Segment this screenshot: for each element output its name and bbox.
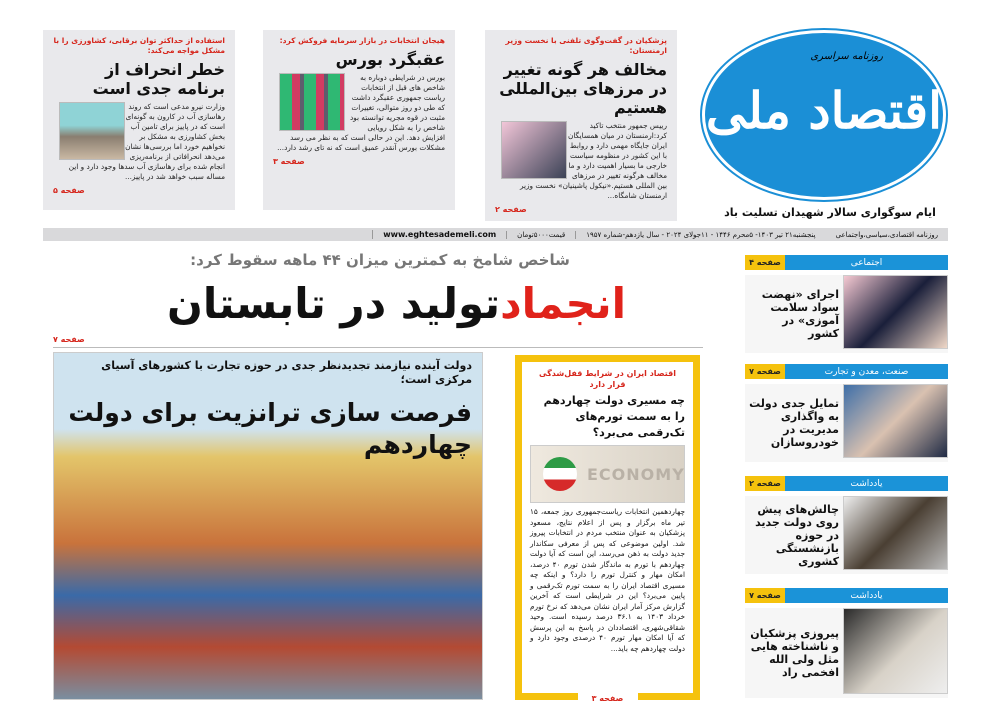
teaser-armenia[interactable] — [485, 30, 677, 221]
info-strip — [43, 228, 948, 241]
inflation-article-box[interactable] — [515, 355, 700, 703]
teaser-body — [495, 121, 667, 201]
teaser-kicker: پزشکیان در گفت‌وگوی تلفنی با نخست وزیر ارمنستان: — [505, 36, 667, 55]
economy-word: ECONOMY — [587, 465, 685, 484]
sidebar-item-industry[interactable] — [745, 364, 948, 462]
sidebar-photo — [843, 496, 948, 570]
newspaper-logo — [702, 30, 946, 200]
section-header — [745, 588, 948, 603]
section-page-link[interactable]: صفحه ۷ — [745, 588, 785, 603]
lead-headline[interactable] — [53, 278, 740, 330]
masthead-tagline: ایام سوگواری سالار شهیدان تسلیت باد — [724, 206, 936, 219]
teaser-title: خطر انحراف از برنامه جدی است — [92, 60, 225, 98]
logo-subtitle: روزنامه سراسری — [810, 51, 883, 62]
sidebar-item-note-2[interactable] — [745, 588, 948, 698]
section-label: یادداشت — [850, 590, 883, 601]
teaser-kicker: استفاده از حداکثر توان برقابی، کشاورزی را با مشکل مواجه می‌کند: — [53, 36, 225, 55]
teaser-text: بورس در شرایطی دوباره به شاخص های قبل از انتخابات ریاست جمهوری عقبگرد داشت که طی دو روز متوالی، تغییرات مثبت در قوه مجریه توانسته بود شاخص را به شکل رویایی افزایش دهد. این در حالی است که به نظر می رسد مشکلات بورس آنقدر عمیق است که نه تای رشد دارد... — [277, 73, 445, 152]
sidebar-title: پیروزی پزشکیان و ناشناخته هایی مثل ولی الله افخمی راد — [750, 627, 839, 679]
teaser-title: مخالف هر گونه تغییر در مرزهای بین‌المللی هستیم — [499, 60, 667, 117]
section-label: یادداشت — [850, 478, 883, 489]
sidebar-photo — [843, 608, 948, 694]
price: قیمت۵۰۰۰تومان — [506, 231, 575, 239]
feature-title: فرصت سازی ترانزیت برای دولت چهاردهم — [68, 398, 472, 459]
teaser-page-link[interactable]: صفحه ۳ — [273, 157, 305, 166]
sidebar-title: تمایل جدی دولت به واگذاری مدیریت در خودروسازان — [749, 397, 839, 449]
section-header — [745, 364, 948, 379]
economy-photo — [530, 445, 685, 503]
section-label: اجتماعی — [850, 257, 883, 268]
section-page-link[interactable]: صفحه ۲ — [745, 476, 785, 491]
sidebar-title: چالش‌های پیش روی دولت جدید در حوزه بازنشستگی کشوری — [755, 502, 839, 568]
article-kicker: اقتصاد ایران در شرایط قفل‌شدگی قرار دارد — [539, 369, 676, 389]
sidebar-title: اجرای «نهضت سواد سلامت آموزی» در کشور — [761, 288, 839, 340]
feature-kicker: دولت آینده نیازمند تجدیدنظر جدی در حوزه تجارت با کشورهای آسیای مرکزی است؛ — [101, 359, 472, 386]
teaser-photo — [501, 121, 567, 179]
teaser-body — [273, 73, 445, 153]
teaser-text: وزارت نیرو مدعی است که روند رهاسازی آب در کارون به گونه‌ای است که در پاییز برای تامین آب بخش کشاورزی به مشکل بر نخواهیم خورد اما بررسی‌ها نشان می‌دهد انحرافاتی از برنامه‌ریزی انجام شده برای رهاسازی آب سدها وجود دارد و این مساله سبب خواهد شد در پاییز... — [68, 102, 225, 181]
section-page-link[interactable]: صفحه ۷ — [745, 364, 785, 379]
teaser-page-link[interactable]: صفحه ۲ — [495, 205, 527, 214]
teaser-bourse[interactable] — [263, 30, 455, 210]
sidebar-photo — [843, 275, 948, 349]
lead-page-link[interactable]: صفحه ۷ — [53, 335, 85, 344]
headline-red: انجماد — [500, 279, 626, 328]
article-title: چه مسیری دولت چهاردهم را به سمت تورم‌های تک‌رقمی می‌برد؟ — [543, 394, 685, 439]
article-body: چهاردهمین انتخابات ریاست‌جمهوری روز جمعه، ۱۵ تیر ماه برگزار و پس از اعلام نتایج، مسعود پزشکیان به عنوان منتخب مردم در انتخابات پیروز شد. اولین موضوعی که پس از معرفی سکاندار جدید دولت به ذهن می‌رسد، این است که آیا دولت چهاردهم با تورم به ماندگار شدن تورم ۴۰ درصد، امکان مهار و کنترل تورم را دارد؟ و اینکه چه مسیری اقتصاد ایران را به سمت تورم تک‌رقمی و پایین می‌برد؟ این در شرایطی است که آخرین گزارش مرکز آمار ایران نشان می‌دهد که نرخ تورم خرداد ۱۴۰۳ به ۳۶.۱ درصد رسیده است. وحید شقاقی‌شهری، اقتصاددان در پاسخ به این پرسش که آیا امکان مهار تورم ۴۰ درصدی وجود دارد و دولت چهاردهم چه باید... — [530, 507, 685, 653]
section-label: صنعت، معدن و تجارت — [824, 366, 909, 377]
section-page-link[interactable]: صفحه ۴ — [745, 255, 785, 270]
iran-flag-icon — [543, 457, 577, 491]
article-page-link[interactable]: صفحه ۳ — [578, 693, 638, 704]
section-header — [745, 476, 948, 491]
teaser-kicker: هیجان انتخابات در بازار سرمایه فروکش کرد: — [279, 36, 445, 45]
divider — [53, 347, 703, 348]
feature-photo-port[interactable] — [53, 352, 483, 700]
sidebar-item-note-1[interactable] — [745, 476, 948, 574]
sidebar-item-social[interactable] — [745, 255, 948, 353]
teaser-title: عقبگرد بورس — [335, 50, 445, 69]
teaser-water[interactable] — [43, 30, 235, 210]
paper-type: روزنامه اقتصادی،سیاسی،واجتماعی — [835, 230, 938, 239]
teaser-text: رییس جمهور منتخب تاکید کرد:ارمنستان در میان همسایگان ایران جایگاه مهمی دارد و روابط با این کشور در منظومه سیاست خارجی ما بسیار اهمیت دارد و ما مخالف هرگونه تغییر در مرزهای بین المللی هستیم.«نیکول پاشینیان» نخست وزیر ارمنستان شامگاه... — [519, 121, 667, 200]
issue-date: پنجشنبه۲۱ تیر ۱۴۰۳- ۵محرم ۱۴۴۶ - ۱۱جولای ۲۰۲۴ - سال یازدهم-شماره ۱۹۵۷ — [575, 231, 825, 239]
logo-name: اقتصاد ملی — [705, 81, 943, 140]
teaser-body — [53, 102, 225, 182]
headline-black: تولید در تابستان — [167, 279, 501, 328]
teaser-page-link[interactable]: صفحه ۵ — [53, 186, 85, 195]
lead-subheading: شاخص شامخ به کمترین میزان ۴۴ ماهه سقوط کرد: — [190, 251, 570, 269]
teaser-photo — [59, 102, 125, 160]
website-link[interactable]: www.eghtesademeli.com — [372, 230, 506, 239]
teaser-photo — [279, 73, 345, 131]
section-header — [745, 255, 948, 270]
sidebar-photo — [843, 384, 948, 458]
